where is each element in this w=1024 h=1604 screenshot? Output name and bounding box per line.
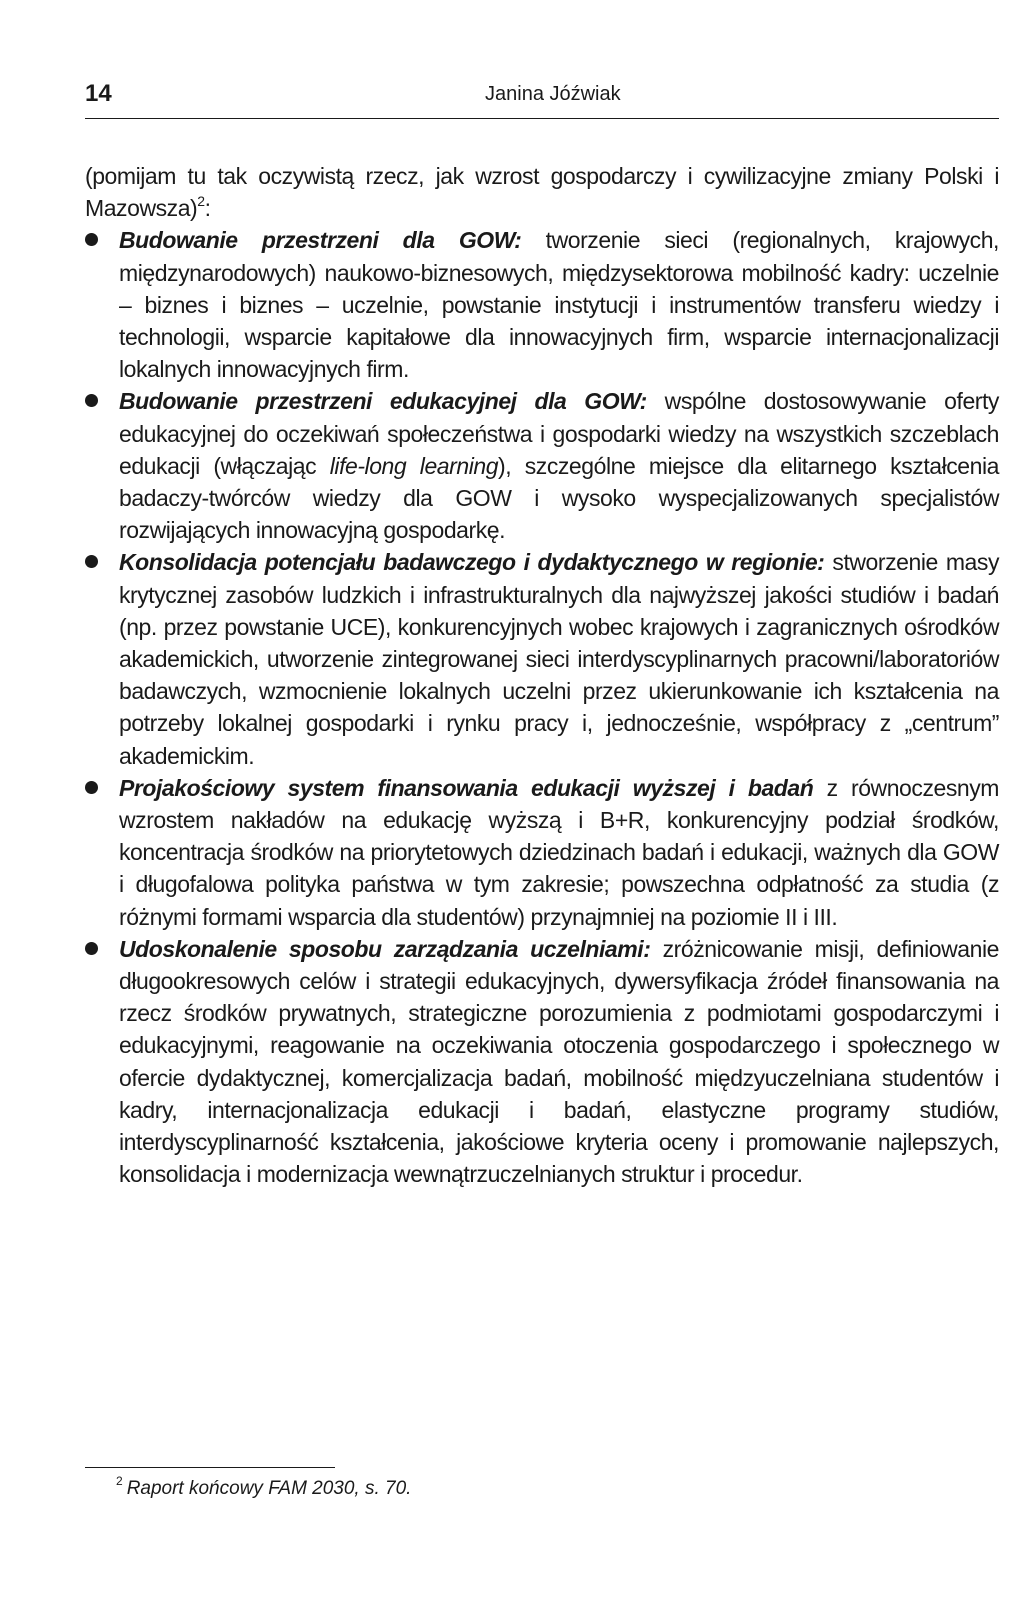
intro-text: (pomijam tu tak oczywistą rzecz, jak wzrost gospodarczy i cywilizacyjne zmiany Polski i Mazowsza) (85, 163, 999, 222)
bullet-icon (85, 942, 98, 955)
bullet-lead: Konsolidacja potencjału badawczego i dydaktycznego w regionie: (119, 549, 825, 576)
bullet-lead: Budowanie przestrzeni dla GOW: (119, 227, 522, 254)
bullet-text: wspólne dostosowywanie oferty edukacyjnej do oczekiwań społeczeństwa i gospodarki wiedzy na wszystkich szczeblach edukacji (włączając (119, 388, 999, 479)
bullet-text: z równoczesnym wzrostem nakładów na edukację wyższą i B+R, konkurencyjny podział środków, koncentracja środków na priorytetowych dziedzinach badań i edukacji, ważnych dla GOW i długofalowa polityka państwa w tym zakresie; powszechna odpłatność za studia (z różnymi formami wsparcia dla studentów) przynajmniej na poziomie II i III. (119, 774, 999, 930)
footnote-text: Raport końcowy FAM 2030, s. 70. (126, 1478, 412, 1499)
bullet-italic-term: life-long learning (329, 452, 499, 479)
bullet-lead: Budowanie przestrzeni edukacyjnej dla GOW: (119, 388, 647, 415)
footnote-number: 2 (116, 1473, 123, 1488)
bullet-text: tworzenie sieci (regionalnych, krajowych, międzynarodowych) naukowo-biznesowych, międzysektorowa mobilność kadry: uczelnie – biznes i biznes – uczelnie, powstanie instytucji i instrumentów transferu wiedzy i technologii, wsparcie kapitałowe dla innowacyjnych firm, wsparcie internacjonalizacji lokalnych innowacyjnych firm. (119, 227, 999, 383)
intro-suffix: : (204, 195, 211, 222)
page-header (85, 78, 999, 118)
list-item (85, 933, 999, 1191)
bullet-text: stworzenie masy krytycznej zasobów ludzkich i infrastrukturalnych dla najwyższej jakości studiów i badań (np. przez powstanie UCE), konkurencyjnych wobec krajowych i zagranicznych ośrodków akademickich, utworzenie zintegrowanej sieci interdyscyplinarnych pracowni/laboratoriów badawczych, wzmocnienie lokalnych uczelni przez ukierunkowanie ich kształcenia na potrzeby lokalnej gospodarki i rynku pracy i, jednocześnie, współpracy z „centrum” akademickim. (119, 549, 999, 769)
list-item (85, 224, 999, 385)
bullet-lead: Udoskonalenie sposobu zarządzania uczelniami: (119, 935, 651, 962)
bullet-icon (85, 781, 98, 794)
list-item (85, 385, 999, 546)
bullet-text-continued: ), szczególne miejsce dla elitarnego kształcenia badaczy-twórców wiedzy dla GOW i wysoko wyspecjalizowanych specjalistów rozwijających innowacyjną gospodarkę. (119, 452, 999, 544)
bullet-icon (85, 555, 98, 568)
footnote (116, 1475, 411, 1503)
intro-paragraph (85, 160, 999, 224)
footnote-rule (85, 1467, 335, 1468)
header-rule (85, 118, 999, 119)
footnote-reference[interactable]: 2 (197, 192, 205, 209)
list-item (85, 546, 999, 771)
page-number: 14 (85, 80, 112, 107)
running-head-author: Janina Jóźwiak (485, 83, 621, 105)
bullet-icon (85, 394, 98, 407)
list-item (85, 772, 999, 933)
body-text (85, 160, 999, 1191)
bullet-lead: Projakościowy system finansowania edukacji wyższej i badań (119, 774, 814, 801)
bullet-list (85, 224, 999, 1190)
bullet-icon (85, 233, 98, 246)
bullet-text: zróżnicowanie misji, definiowanie długookresowych celów i strategii edukacyjnych, dywersyfikacja źródeł finansowania na rzecz środków prywatnych, strategiczne porozumienia z podmiotami gospodarczymi i edukacyjnymi, reagowanie na oczekiwania otoczenia gospodarczego i społecznego w ofercie dydaktycznej, komercjalizacja badań, mobilność międzyuczelniana studentów i kadry, internacjonalizacja edukacji i badań, elastyczne programy studiów, interdyscyplinarność kształcenia, jakościowe kryteria oceny i promowanie najlepszych, konsolidacja i modernizacja wewnątrzuczelnianych struktur i procedur. (119, 935, 999, 1188)
